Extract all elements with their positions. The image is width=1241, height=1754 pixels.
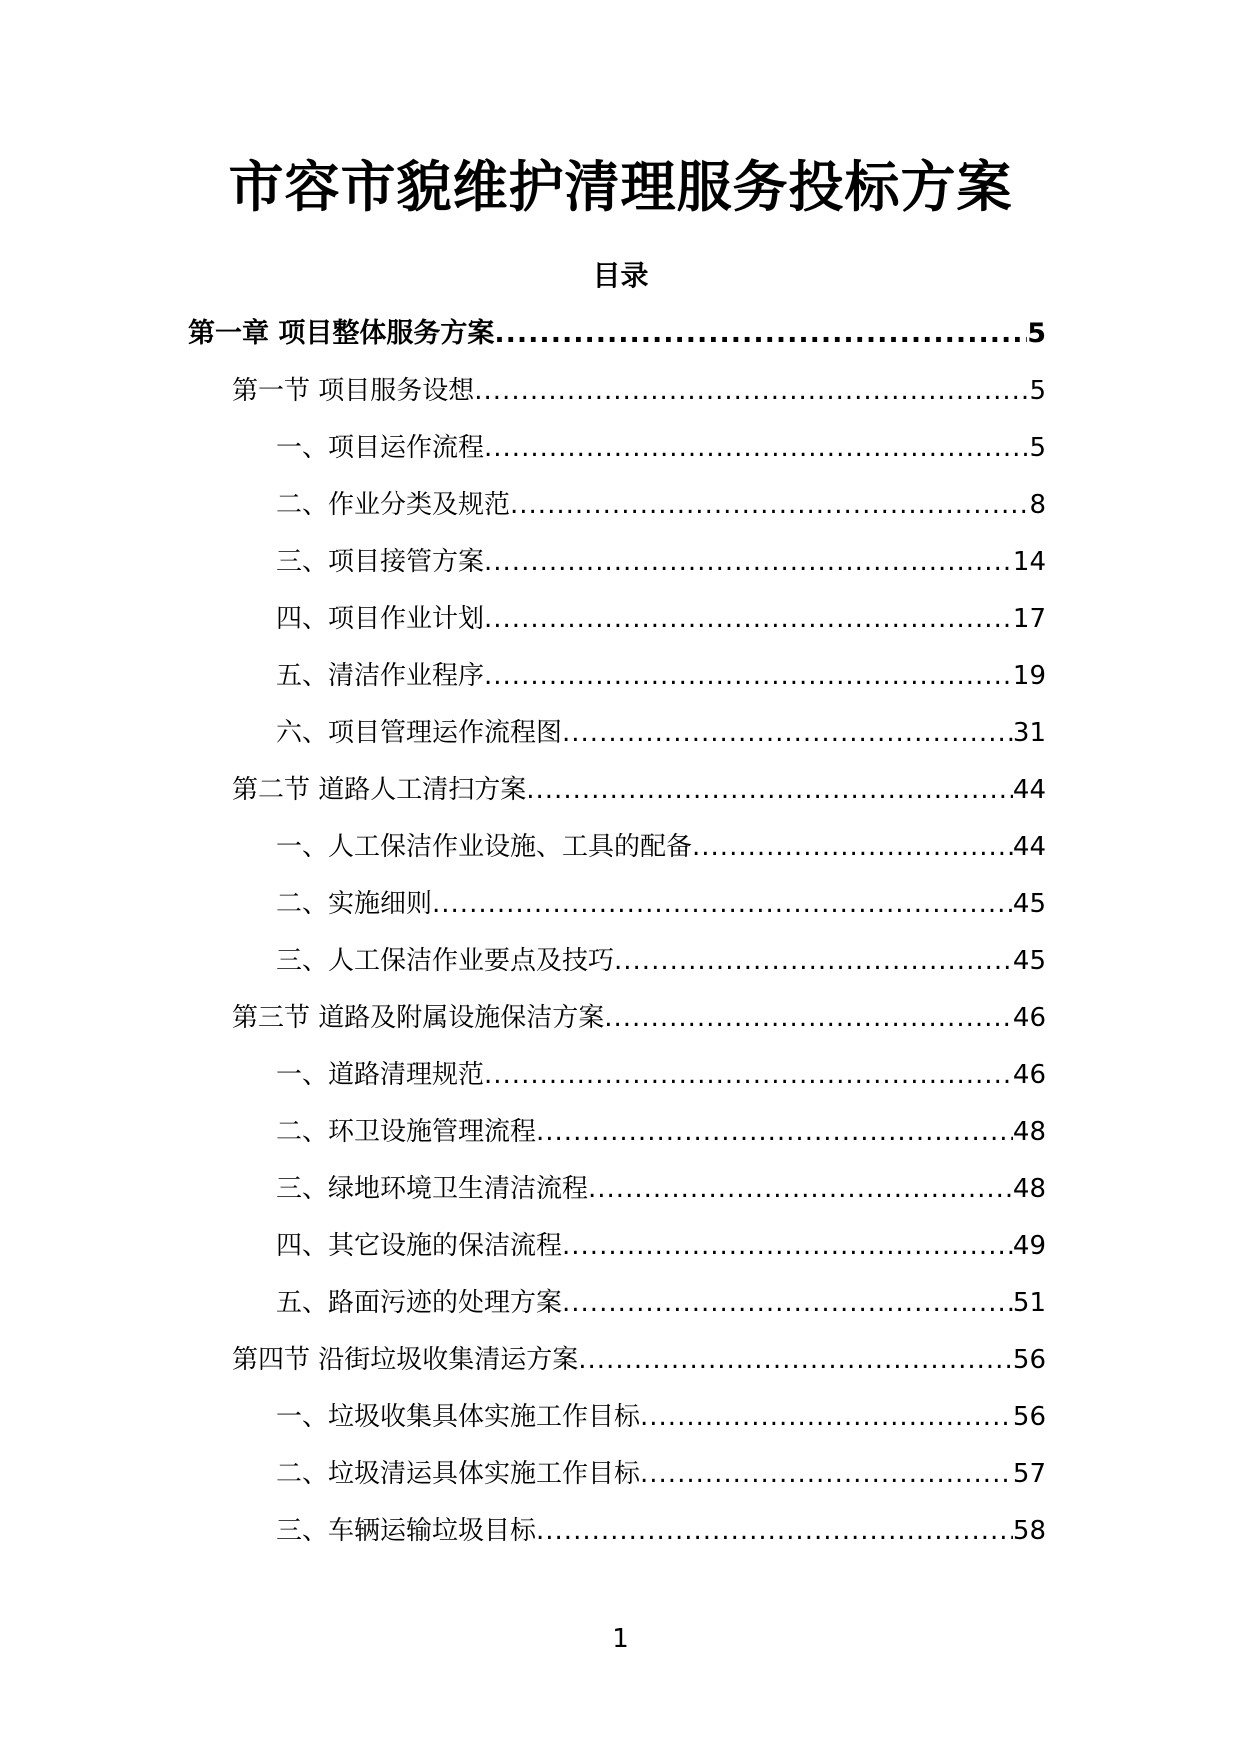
toc-entry-page: 57 xyxy=(1012,1459,1046,1489)
toc-leader-dots xyxy=(562,711,1013,755)
toc-entry-page: 44 xyxy=(1012,832,1046,862)
toc-entry-title: 第三节 道路及附属设施保洁方案 xyxy=(232,1003,605,1033)
toc-entry-title: 四、项目作业计划 xyxy=(276,604,485,634)
toc-entry[interactable] xyxy=(0,939,1241,996)
toc-entry[interactable] xyxy=(0,711,1241,768)
toc-entry-title: 第一节 项目服务设想 xyxy=(232,376,475,406)
toc-entry-title: 四、其它设施的保洁流程 xyxy=(276,1231,563,1261)
toc-entry[interactable] xyxy=(0,1338,1241,1395)
toc-entry-page: 48 xyxy=(1012,1174,1046,1204)
toc-entry-title: 第一章 项目整体服务方案 xyxy=(188,318,495,349)
toc-entry-page: 17 xyxy=(1012,604,1046,634)
toc-entry-title: 第二节 道路人工清扫方案 xyxy=(232,775,527,805)
toc-entry[interactable] xyxy=(0,540,1241,597)
toc-entry-page: 45 xyxy=(1012,889,1046,919)
toc-entry-title: 三、车辆运输垃圾目标 xyxy=(276,1516,537,1546)
toc-leader-dots xyxy=(614,939,1013,983)
toc-entry-title: 三、项目接管方案 xyxy=(276,547,485,577)
toc-heading: 目录 xyxy=(592,259,649,292)
toc-entry-title: 二、实施细则 xyxy=(276,889,433,919)
toc-entry-page: 44 xyxy=(1012,775,1046,805)
toc-entry[interactable] xyxy=(0,768,1241,825)
toc-leader-dots xyxy=(474,369,1029,413)
toc-leader-dots xyxy=(510,483,1029,527)
toc-entry[interactable] xyxy=(0,597,1241,654)
toc-entry[interactable] xyxy=(0,1224,1241,1281)
toc-leader-dots xyxy=(484,654,1013,698)
toc-entry-page: 48 xyxy=(1012,1117,1046,1147)
toc-entry-page: 49 xyxy=(1012,1231,1046,1261)
toc-entry[interactable] xyxy=(0,1167,1241,1224)
toc-leader-dots xyxy=(578,1338,1013,1382)
toc-entry-title: 六、项目管理运作流程图 xyxy=(276,718,563,748)
toc-leader-dots xyxy=(562,1224,1013,1268)
toc-leader-dots xyxy=(536,1509,1013,1553)
toc-entry-title: 一、垃圾收集具体实施工作目标 xyxy=(276,1402,641,1432)
toc-leader-dots xyxy=(484,597,1013,641)
toc-entry[interactable] xyxy=(0,996,1241,1053)
toc-entry[interactable] xyxy=(0,369,1241,426)
toc-leader-dots xyxy=(484,426,1029,470)
toc-entry-title: 五、清洁作业程序 xyxy=(276,661,485,691)
toc-entry-page: 31 xyxy=(1012,718,1046,748)
toc-leader-dots xyxy=(536,1110,1013,1154)
toc-entry[interactable] xyxy=(0,1281,1241,1338)
toc-entry-page: 5 xyxy=(1027,318,1046,349)
toc-leader-dots xyxy=(484,1053,1013,1097)
toc-entry-title: 二、环卫设施管理流程 xyxy=(276,1117,537,1147)
toc-entry-title: 一、项目运作流程 xyxy=(276,433,485,463)
toc-leader-dots xyxy=(640,1452,1013,1496)
toc-entry-page: 51 xyxy=(1012,1288,1046,1318)
toc-leader-dots xyxy=(588,1167,1013,1211)
page-number: 1 xyxy=(612,1624,629,1654)
toc-entry-title: 第四节 沿街垃圾收集清运方案 xyxy=(232,1345,579,1375)
toc-entry[interactable] xyxy=(0,1509,1241,1566)
toc-entry-title: 一、人工保洁作业设施、工具的配备 xyxy=(276,832,693,862)
toc-leader-dots xyxy=(484,540,1013,584)
toc-leader-dots xyxy=(562,1281,1013,1325)
toc-entry-title: 二、作业分类及规范 xyxy=(276,490,511,520)
toc-leader-dots xyxy=(432,882,1013,926)
toc-entry-page: 56 xyxy=(1012,1402,1046,1432)
toc-leader-dots xyxy=(640,1395,1013,1439)
toc-entry-title: 五、路面污迹的处理方案 xyxy=(276,1288,563,1318)
toc-entry-page: 14 xyxy=(1012,547,1046,577)
toc-entry-page: 46 xyxy=(1012,1003,1046,1033)
toc-entry-title: 一、道路清理规范 xyxy=(276,1060,485,1090)
toc-entry[interactable] xyxy=(0,1452,1241,1509)
toc-entry[interactable] xyxy=(0,1395,1241,1452)
toc-leader-dots xyxy=(494,312,1027,356)
toc-entry[interactable] xyxy=(0,426,1241,483)
toc-entry-page: 56 xyxy=(1012,1345,1046,1375)
table-of-contents xyxy=(0,312,1241,1566)
toc-entry-title: 二、垃圾清运具体实施工作目标 xyxy=(276,1459,641,1489)
toc-entry[interactable] xyxy=(0,483,1241,540)
toc-entry-page: 8 xyxy=(1029,490,1046,520)
toc-entry-page: 5 xyxy=(1029,433,1046,463)
toc-entry-page: 46 xyxy=(1012,1060,1046,1090)
toc-entry[interactable] xyxy=(0,825,1241,882)
toc-entry-page: 45 xyxy=(1012,946,1046,976)
toc-entry-page: 58 xyxy=(1012,1516,1046,1546)
toc-leader-dots xyxy=(526,768,1013,812)
toc-entry-title: 三、人工保洁作业要点及技巧 xyxy=(276,946,615,976)
toc-leader-dots xyxy=(692,825,1013,869)
toc-leader-dots xyxy=(604,996,1013,1040)
document-title: 市容市貌维护清理服务投标方案 xyxy=(228,155,1013,219)
toc-entry[interactable] xyxy=(0,654,1241,711)
toc-entry-page: 19 xyxy=(1012,661,1046,691)
toc-entry[interactable] xyxy=(0,312,1241,369)
toc-entry[interactable] xyxy=(0,1053,1241,1110)
toc-entry[interactable] xyxy=(0,882,1241,939)
toc-entry-page: 5 xyxy=(1029,376,1046,406)
toc-entry[interactable] xyxy=(0,1110,1241,1167)
toc-entry-title: 三、绿地环境卫生清洁流程 xyxy=(276,1174,589,1204)
